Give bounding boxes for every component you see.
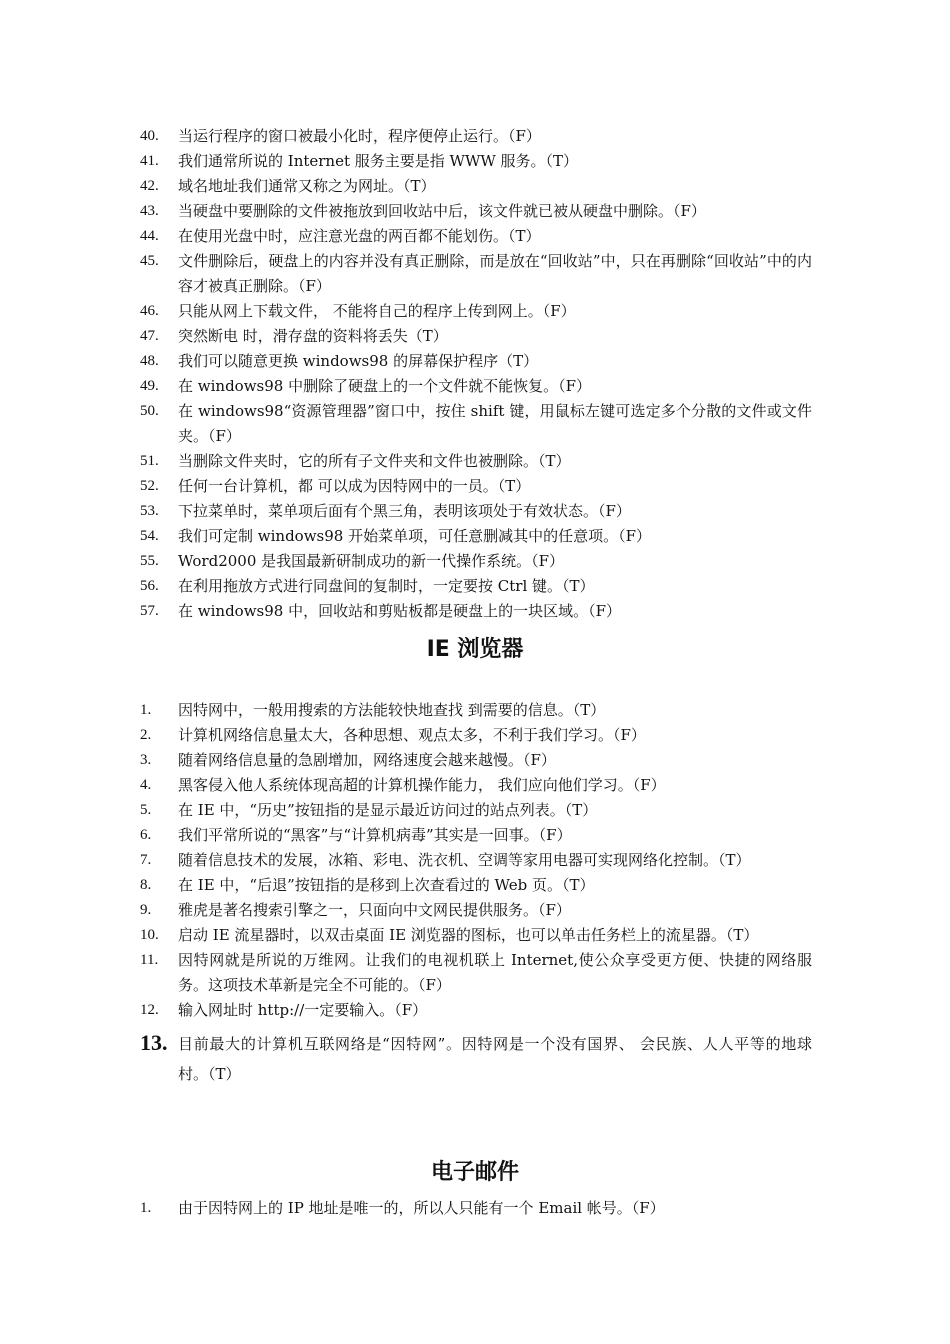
item-text: 由于因特网上的 IP 地址是唯一的，所以人只能有一个 Email 帐号。（F） [178, 1199, 665, 1217]
item-number: 47. [140, 328, 159, 344]
list-item [140, 474, 812, 499]
list-item [140, 898, 812, 923]
windows-question-list [140, 124, 812, 624]
list-item [140, 873, 812, 898]
item-text: 雅虎是著名搜索引擎之一，只面向中文网民提供服务。（F） [178, 901, 571, 919]
item-text: 我们可以随意更换 windows98 的屏幕保护程序（T） [178, 352, 539, 370]
item-number: 11. [140, 952, 159, 968]
list-item [140, 499, 812, 524]
section-heading-email: 电子邮件 [430, 1160, 519, 1185]
item-text: 我们通常所说的 Internet 服务主要是指 WWW 服务。（T） [178, 152, 579, 170]
list-item [140, 1196, 812, 1221]
item-number: 6. [140, 827, 152, 843]
item-text: 随着信息技术的发展，冰箱、彩电、洗衣机、空调等家用电器可实现网络化控制。（T） [178, 851, 751, 869]
item-text: 文件删除后，硬盘上的内容并没有真正删除，而是放在“回收站”中，只在再删除“回收站”中的内容才被真正删除。（F） [178, 252, 812, 295]
item-text: 黑客侵入他人系统体现高超的计算机操作能力， 我们应向他们学习。（F） [178, 776, 666, 794]
item-text: 随着网络信息量的急剧增加，网络速度会越来越慢。（F） [178, 751, 556, 769]
list-item [140, 1029, 812, 1089]
item-number: 40. [140, 128, 159, 144]
list-item [140, 798, 812, 823]
item-text: 当删除文件夹时，它的所有子文件夹和文件也被删除。（T） [178, 452, 571, 470]
list-item [140, 224, 812, 249]
list-item [140, 149, 812, 174]
list-item [140, 524, 812, 549]
item-text: 任何一台计算机，都 可以成为因特网中的一员。（T） [178, 477, 531, 495]
item-number: 7. [140, 852, 152, 868]
item-number: 5. [140, 802, 152, 818]
list-item [140, 574, 812, 599]
item-number: 46. [140, 303, 159, 319]
item-text: Word2000 是我国最新研制成功的新一代操作系统。（F） [178, 552, 565, 570]
list-item [140, 923, 812, 948]
item-number: 4. [140, 777, 152, 793]
item-number: 9. [140, 902, 152, 918]
item-number: 8. [140, 877, 152, 893]
list-item [140, 349, 812, 374]
item-number: 41. [140, 153, 159, 169]
item-text: 因特网中，一般用搜索的方法能较快地查找 到需要的信息。（T） [178, 701, 606, 719]
item-number: 51. [140, 453, 159, 469]
item-text: 在 IE 中，“历史”按钮指的是显示最近访问过的站点列表。（T） [178, 801, 598, 819]
item-number: 3. [140, 752, 152, 768]
list-item [140, 249, 812, 299]
list-item [140, 324, 812, 349]
item-text: 输入网址时 http://一定要输入。（F） [178, 1001, 428, 1019]
item-text: 因特网就是所说的万维网。让我们的电视机联上 Internet,使公众享受更方便、快捷的网络服务。这项技术革新是完全不可能的。（F） [178, 951, 812, 994]
item-number: 48. [140, 353, 159, 369]
item-number: 45. [140, 253, 159, 269]
item-number: 1. [140, 702, 152, 718]
list-item [140, 599, 812, 624]
item-number: 50. [140, 403, 159, 419]
list-item [140, 723, 812, 748]
item-text: 域名地址我们通常又称之为网址。（T） [178, 177, 436, 195]
list-item [140, 549, 812, 574]
list-item [140, 174, 812, 199]
item-text: 计算机网络信息量太大，各种思想、观点太多，不利于我们学习。（F） [178, 726, 646, 744]
item-number: 43. [140, 203, 159, 219]
item-number: 1. [140, 1200, 152, 1216]
item-number: 55. [140, 553, 159, 569]
section-heading-ie: IE 浏览器 [426, 637, 524, 662]
list-item [140, 773, 812, 798]
item-text: 下拉菜单时，菜单项后面有个黑三角，表明该项处于有效状态。（F） [178, 502, 631, 520]
item-text: 目前最大的计算机互联网络是“因特网”。因特网是一个没有国界、 会民族、人人平等的地球村。（T） [178, 1035, 812, 1083]
item-text: 当硬盘中要删除的文件被拖放到回收站中后，该文件就已被从硬盘中删除。（F） [178, 202, 706, 220]
item-text: 只能从网上下载文件， 不能将自己的程序上传到网上。（F） [178, 302, 576, 320]
list-item [140, 374, 812, 399]
item-number: 52. [140, 478, 159, 494]
item-text: 在使用光盘中时，应注意光盘的两百都不能划伤。（T） [178, 227, 541, 245]
list-item [140, 199, 812, 224]
item-number: 49. [140, 378, 159, 394]
list-item [140, 449, 812, 474]
list-item [140, 823, 812, 848]
email-question-list [140, 1196, 812, 1221]
item-text: 在利用拖放方式进行同盘间的复制时，一定要按 Ctrl 键。（T） [178, 577, 595, 595]
item-number: 57. [140, 603, 159, 619]
list-item [140, 399, 812, 449]
item-text: 在 windows98“资源管理器”窗口中，按住 shift 键，用鼠标左键可选定多个分散的文件或文件夹。（F） [178, 402, 812, 445]
list-item [140, 299, 812, 324]
item-number: 13. [140, 1030, 168, 1055]
item-text: 在 windows98 中删除了硬盘上的一个文件就不能恢复。（F） [178, 377, 592, 395]
item-number: 42. [140, 178, 159, 194]
item-number: 12. [140, 1002, 159, 1018]
list-item [140, 748, 812, 773]
list-item [140, 948, 812, 998]
item-number: 2. [140, 727, 152, 743]
item-number: 44. [140, 228, 159, 244]
item-text: 启动 IE 流星器时，以双击桌面 IE 浏览器的图标，也可以单击任务栏上的流星器。（T） [178, 926, 759, 944]
item-text: 我们可定制 windows98 开始菜单项，可任意删减其中的任意项。（F） [178, 527, 652, 545]
item-number: 56. [140, 578, 159, 594]
list-item [140, 998, 812, 1023]
item-number: 54. [140, 528, 159, 544]
item-text: 我们平常所说的“黑客”与“计算机病毒”其实是一回事。（F） [178, 826, 572, 844]
item-text: 在 windows98 中，回收站和剪贴板都是硬盘上的一块区域。（F） [178, 602, 622, 620]
item-text: 当运行程序的窗口被最小化时，程序便停止运行。（F） [178, 127, 541, 145]
list-item [140, 698, 812, 723]
item-number: 53. [140, 503, 159, 519]
ie-question-list [140, 698, 812, 1089]
item-number: 10. [140, 927, 159, 943]
list-item [140, 848, 812, 873]
item-text: 突然断电 时，滑存盘的资料将丢失（T） [178, 327, 448, 345]
item-text: 在 IE 中，“后退”按钮指的是移到上次查看过的 Web 页。（T） [178, 876, 595, 894]
list-item [140, 124, 812, 149]
